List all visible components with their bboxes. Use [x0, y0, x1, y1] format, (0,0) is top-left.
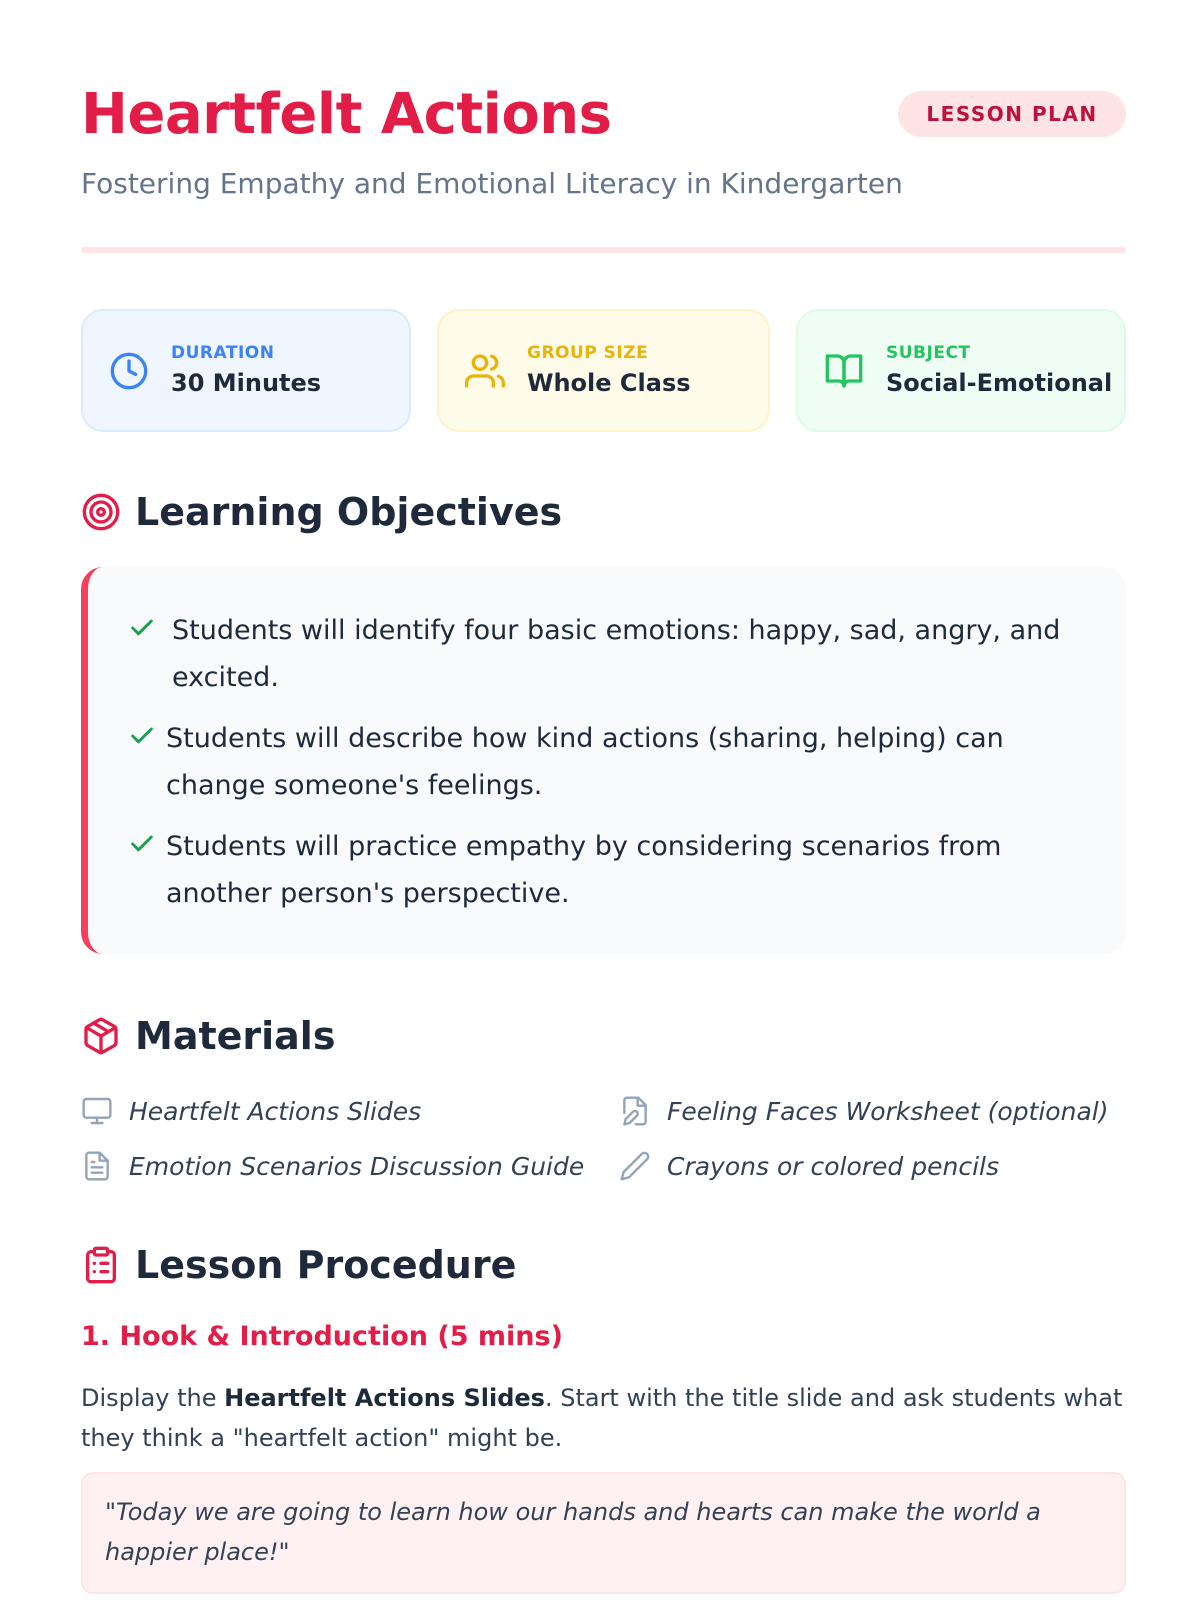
lesson-plan-badge: LESSON PLAN — [898, 91, 1126, 137]
target-icon — [81, 492, 121, 532]
step-title: 1. Hook & Introduction (5 mins) — [81, 1321, 563, 1352]
monitor-icon — [81, 1095, 113, 1127]
users-icon — [465, 351, 505, 391]
quote-line: happier place!" — [105, 1538, 290, 1566]
file-text-icon — [81, 1150, 113, 1182]
materials-heading — [81, 1014, 335, 1058]
teacher-quote — [81, 1472, 1126, 1594]
page-title: Heartfelt Actions — [81, 82, 612, 147]
group-size-card — [437, 309, 770, 432]
material-label: Crayons or colored pencils — [667, 1151, 999, 1181]
list-item — [128, 823, 1001, 917]
list-item — [128, 607, 1060, 701]
material-label: Heartfelt Actions Slides — [129, 1096, 422, 1126]
step-bold-text: Heartfelt Actions Slides — [224, 1384, 545, 1412]
header-divider — [81, 247, 1126, 253]
group-size-label: GROUP SIZE — [527, 343, 649, 363]
duration-label: DURATION — [171, 343, 275, 363]
quote-line: "Today we are going to learn how our hands and hearts can make the world a — [105, 1498, 1041, 1526]
objective-line: Students will practice empathy by considering scenarios from — [166, 831, 1002, 862]
material-item — [619, 1095, 1108, 1127]
objectives-heading-text: Learning Objectives — [135, 490, 563, 534]
procedure-heading — [81, 1243, 516, 1287]
check-icon — [128, 722, 156, 750]
material-label: Feeling Faces Worksheet (optional) — [667, 1096, 1109, 1126]
pencil-icon — [619, 1150, 651, 1182]
clipboard-list-icon — [81, 1245, 121, 1285]
package-icon — [81, 1016, 121, 1056]
objective-line: another person's perspective. — [166, 878, 570, 909]
subject-label: SUBJECT — [886, 343, 971, 363]
book-open-icon — [824, 351, 864, 391]
file-edit-icon — [619, 1095, 651, 1127]
step-text: they think a "heartfelt action" might be. — [81, 1424, 563, 1452]
lesson-plan-page — [81, 0, 1126, 1600]
objective-line: Students will identify four basic emotions: happy, sad, angry, and — [172, 615, 1061, 646]
clock-icon — [109, 351, 149, 391]
subject-value: Social-Emotional — [886, 369, 1113, 397]
material-item — [81, 1150, 584, 1182]
subject-card — [796, 309, 1126, 432]
check-icon — [128, 614, 156, 642]
duration-card — [81, 309, 411, 432]
objective-line: change someone's feelings. — [166, 770, 543, 801]
check-icon — [128, 830, 156, 858]
procedure-heading-text: Lesson Procedure — [135, 1243, 517, 1287]
objective-line: excited. — [172, 662, 279, 693]
objectives-box — [81, 567, 1126, 954]
objectives-heading — [81, 490, 562, 534]
material-label: Emotion Scenarios Discussion Guide — [129, 1151, 585, 1181]
group-size-value: Whole Class — [527, 369, 691, 397]
materials-heading-text: Materials — [135, 1014, 336, 1058]
step-description — [81, 1378, 1126, 1458]
step-text: . Start with the title slide and ask students what — [544, 1384, 1123, 1412]
material-item — [81, 1095, 421, 1127]
list-item — [128, 715, 1004, 809]
duration-value: 30 Minutes — [171, 369, 322, 397]
page-subtitle: Fostering Empathy and Emotional Literacy in Kindergarten — [81, 167, 903, 200]
step-text: Display the — [81, 1384, 225, 1412]
material-item — [619, 1150, 999, 1182]
objective-line: Students will describe how kind actions (sharing, helping) can — [166, 723, 1004, 754]
